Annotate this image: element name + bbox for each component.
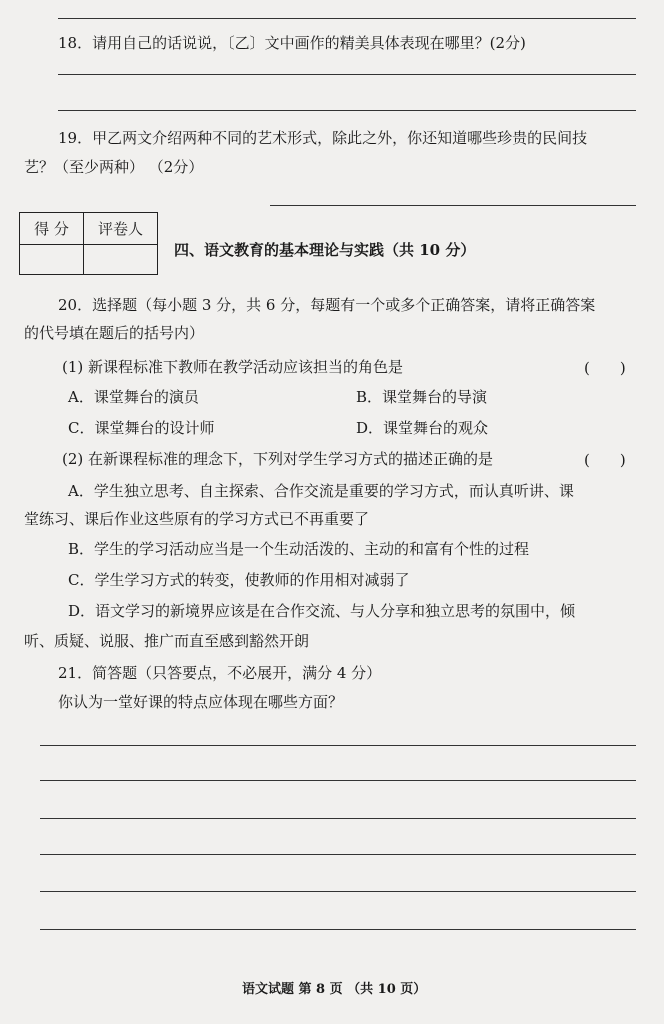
score-label: 得 分 — [20, 213, 84, 245]
answer-line — [40, 891, 636, 892]
question-21-text: 你认为一堂好课的特点应体现在哪些方面？ — [58, 693, 344, 711]
question-19-line1: 19．甲乙两文介绍两种不同的艺术形式，除此之外，你还知道哪些珍贵的民间技 — [58, 129, 588, 147]
answer-line — [40, 745, 636, 746]
option-a-line2: 堂练习、课后作业这些原有的学习方式已不再重要了 — [24, 510, 370, 528]
option-d: D．课堂舞台的观众 — [356, 419, 489, 437]
question-20-2-stem: (2) 在新课程标准的理念下，下列对学生学习方式的描述正确的是 — [62, 450, 494, 468]
answer-line — [58, 74, 636, 75]
question-21-title: 21．简答题（只答要点，不必展开，满分 4 分） — [58, 664, 382, 682]
option-a: A．课堂舞台的演员 — [68, 388, 199, 406]
option-b: B．学生的学习活动应当是一个生动活泼的、主动的和富有个性的过程 — [68, 540, 530, 558]
grader-label: 评卷人 — [84, 213, 158, 245]
score-table — [19, 212, 158, 275]
question-19-line2: 艺？（至少两种） （2分） — [24, 158, 204, 176]
page-footer: 语文试题 第 8 页 （共 10 页） — [242, 982, 427, 997]
option-c: C．课堂舞台的设计师 — [68, 419, 215, 437]
answer-bracket[interactable]: ( ) — [584, 451, 626, 469]
question-20-intro-line2: 的代号填在题后的括号内） — [24, 324, 205, 342]
option-d-line1: D．语文学习的新境界应该是在合作交流、与人分享和独立思考的氛围中，倾 — [68, 602, 576, 620]
option-a-line1: A．学生独立思考、自主探索、合作交流是重要的学习方式，而认真听讲、课 — [68, 482, 574, 500]
answer-line — [40, 929, 636, 930]
answer-line — [40, 854, 636, 855]
score-cell[interactable] — [20, 245, 84, 275]
question-20-1-stem: (1) 新课程标准下教师在教学活动应该担当的角色是 — [62, 358, 404, 376]
grader-cell[interactable] — [84, 245, 158, 275]
answer-line — [40, 780, 636, 781]
section-4-title: 四、语文教育的基本理论与实践（共 10 分） — [174, 241, 476, 259]
option-d-line2: 听、质疑、说服、推广而直至感到豁然开朗 — [24, 632, 310, 650]
answer-bracket[interactable]: ( ) — [584, 359, 626, 377]
question-20-intro-line1: 20．选择题（每小题 3 分，共 6 分，每题有一个或多个正确答案，请将正确答案 — [58, 296, 596, 314]
answer-line — [58, 110, 636, 111]
option-c: C．学生学习方式的转变，使教师的作用相对减弱了 — [68, 571, 410, 589]
option-b: B．课堂舞台的导演 — [356, 388, 488, 406]
answer-line — [270, 205, 636, 206]
answer-line — [40, 818, 636, 819]
answer-line — [58, 18, 636, 19]
question-18: 18．请用自己的话说说，〔乙〕文中画作的精美具体表现在哪里？(2分) — [58, 34, 526, 52]
